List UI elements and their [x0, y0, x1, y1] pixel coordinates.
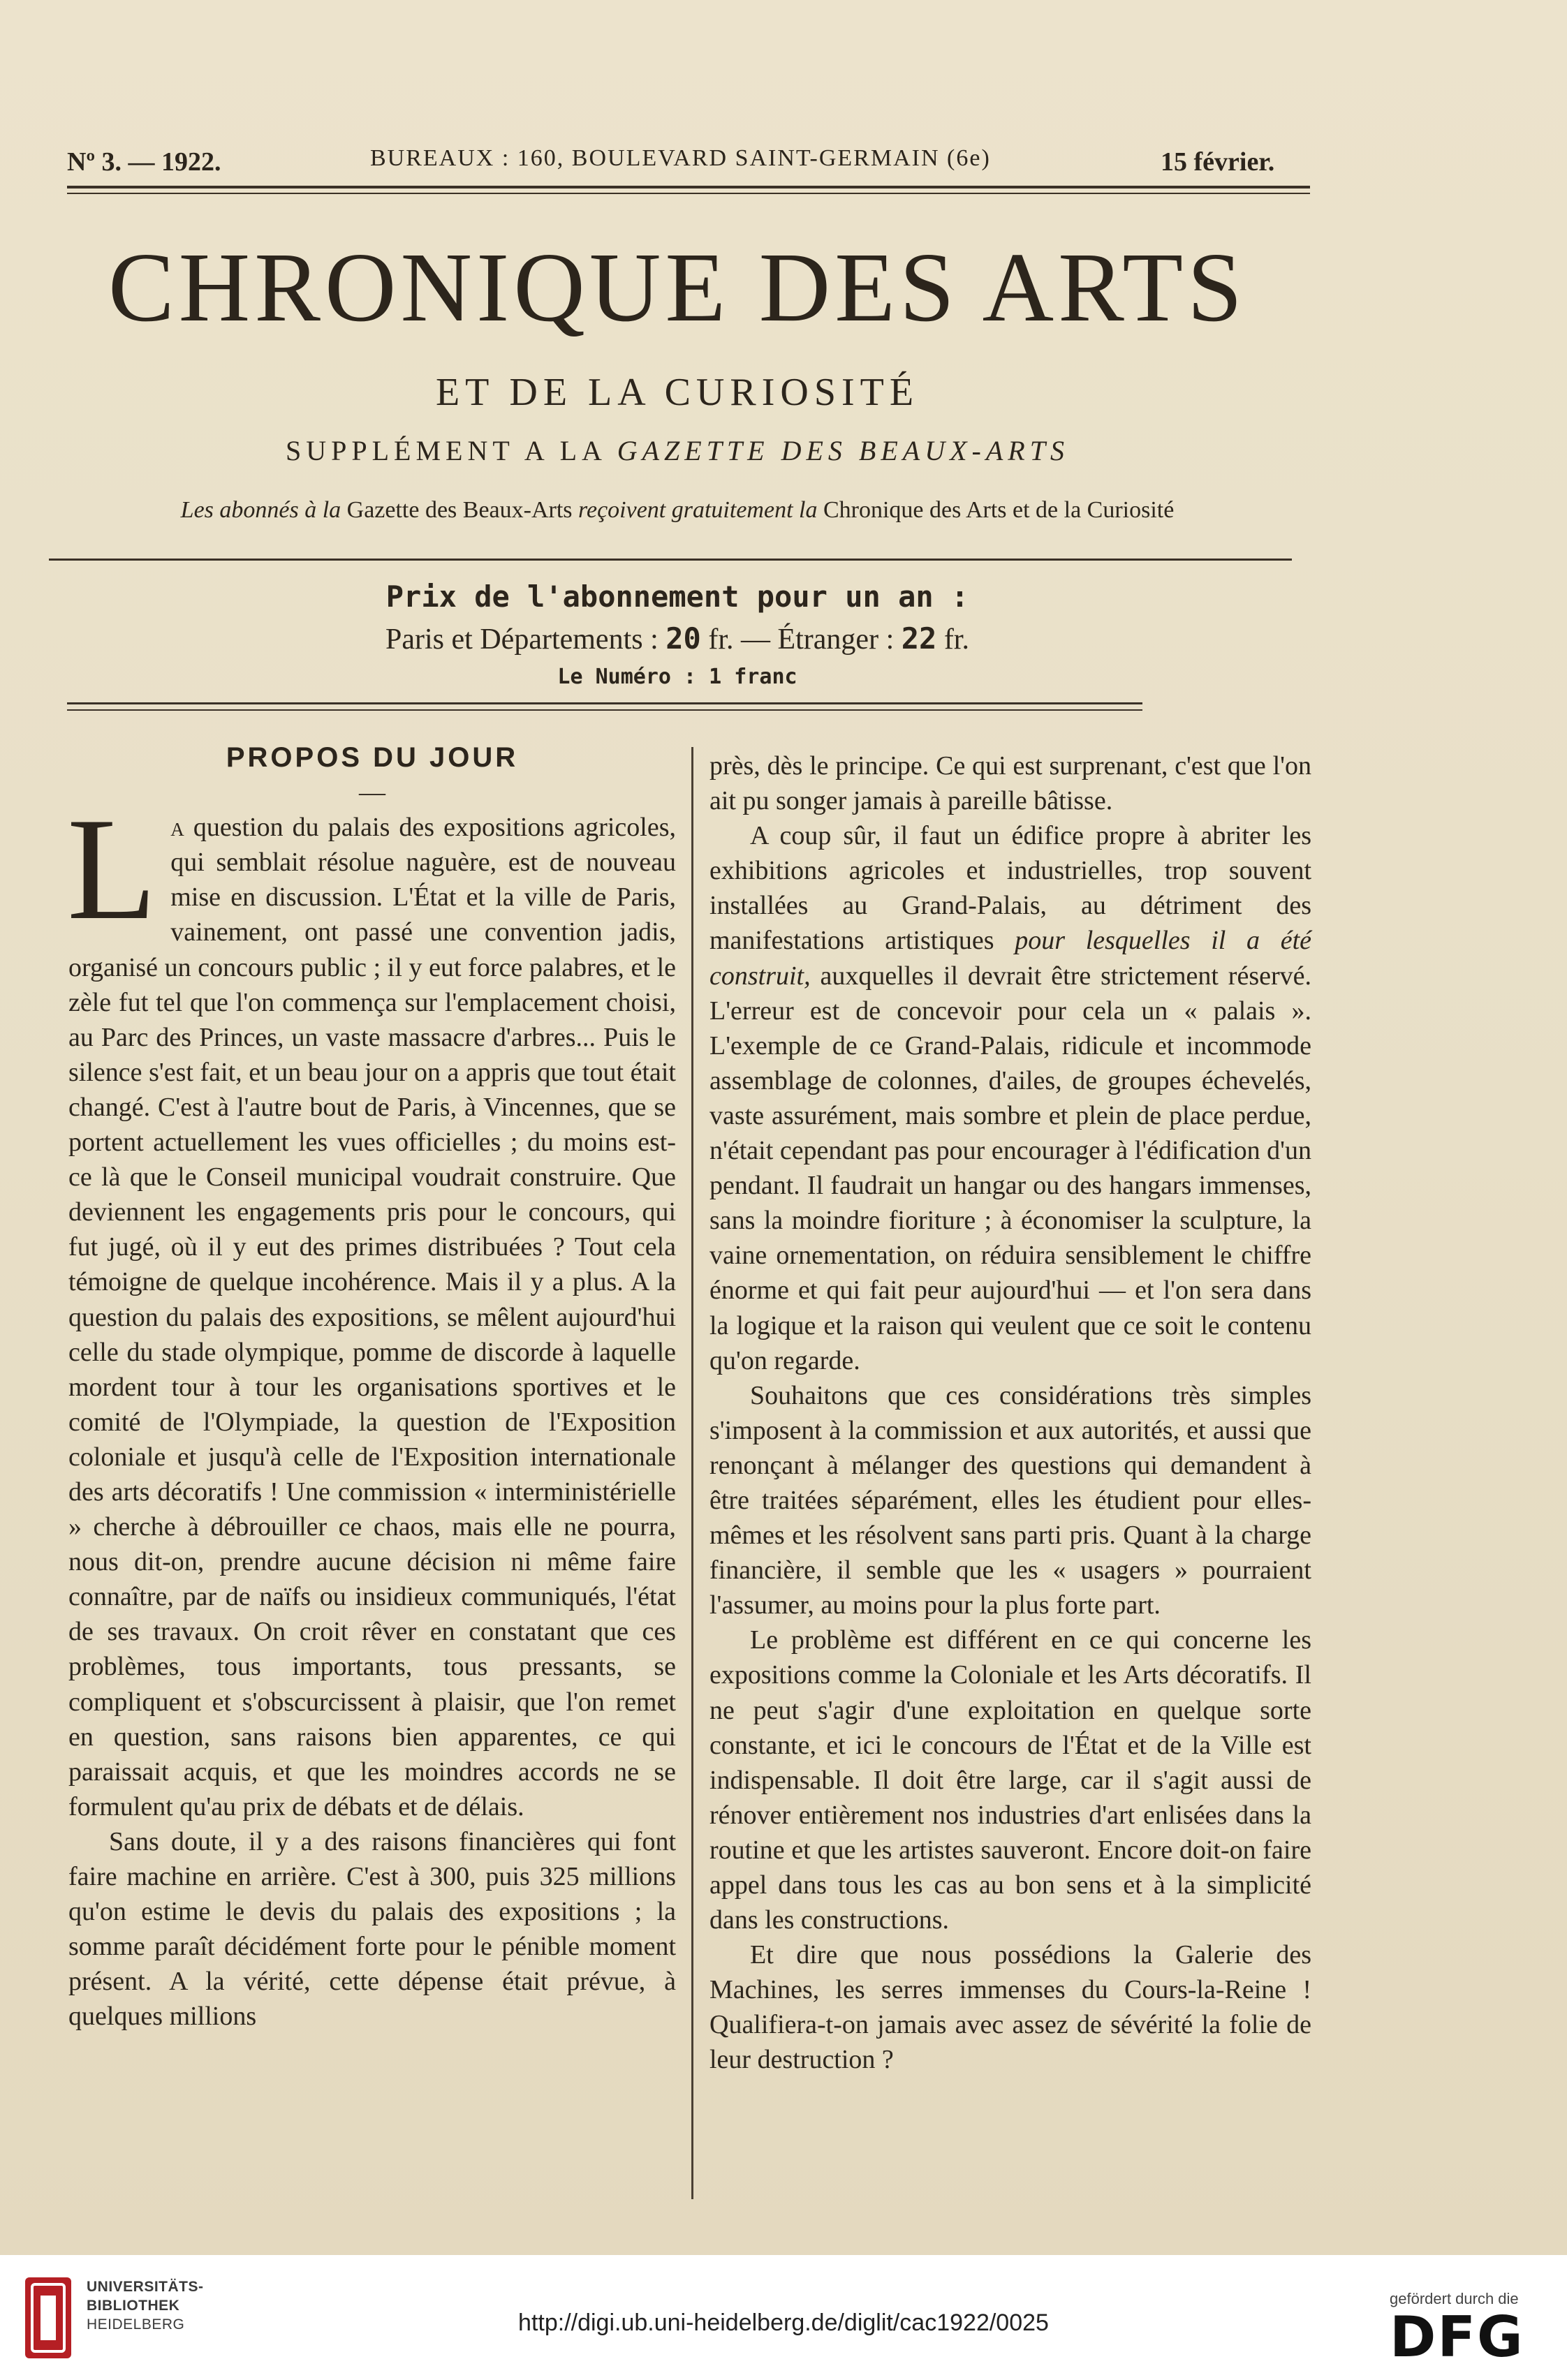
subscription-title: Prix de l'abonnement pour un an :: [385, 579, 969, 614]
issue-number: Nº 3. — 1922.: [67, 147, 221, 177]
uni-line-1: UNIVERSITÄTS-: [87, 2279, 204, 2295]
paragraph-4-italic: pour lesquelles il a été construit,: [709, 926, 1312, 991]
subscription-prices: [42, 621, 1313, 656]
header-rule-thin: [67, 193, 1310, 194]
subscribers-note-part1: Les abonnés à la: [180, 497, 341, 523]
paris-price: 20: [665, 621, 701, 656]
paragraph-4-part-a: A coup sûr, il faut un édifice propre à abriter les exhibitions agricoles et industrielles, trop souvent installées au Grand-Palais, au détriment des manifestations artistiques: [709, 821, 1311, 956]
subscribers-note-part2: Gazette des Beaux-Arts: [346, 497, 573, 523]
drop-cap: L: [67, 788, 157, 951]
right-column: [709, 748, 1311, 2078]
digitization-footer: [0, 2255, 1567, 2380]
uni-line-3: HEIDELBERG: [87, 2316, 185, 2333]
article-title: PROPOS DU JOUR: [226, 742, 519, 773]
header-rule-thick: [67, 186, 1310, 189]
left-column: [68, 740, 676, 2034]
title-dash: —: [359, 778, 385, 808]
uni-line-2: BIBLIOTHEK: [87, 2298, 180, 2314]
subscription-rule-thin: [67, 709, 1142, 711]
lede-smallcaps: a: [170, 813, 184, 843]
bureaux-address: BUREAUX : 160, BOULEVARD SAINT-GERMAIN (6e): [370, 145, 991, 171]
etranger-unit: fr.: [943, 623, 969, 656]
paragraph-4-part-b: auxquelles il devrait être strictement réservé. L'erreur est de concevoir pour cela un « palais ». L'exemple de ce Grand-Palais, ridicule et incommode assemblage de colonnes, d'ailes, de groupes échevelés, vaste assurément, mais sombre et plein de place perdue, n'était cependant pas pour encourager à l'édification d'un pendant. Il faudrait un hangar ou des hangars immenses, sans la moindre fioriture ; à économiser la sculpture, la vaine ornementation, on réduira sensiblement le chiffre énorme et qui fait peur aujourd'hui — et l'on sera dans la logique et la raison qui veulent que ce soit le contenu qu'on regarde.: [709, 961, 1312, 1375]
paragraph-7: Et dire que nous possédions la Galerie des Machines, les serres immenses du Cours-la-Reine ! Qualifiera-t-on jamais avec assez de sévérité la folie de leur destruction ?: [709, 1940, 1311, 2075]
etranger-label: Étranger :: [777, 623, 895, 656]
column-divider: [691, 747, 693, 2199]
paris-label: Paris et Départements :: [385, 623, 659, 656]
price-separator: —: [740, 623, 770, 656]
paragraph-6: Le problème est différent en ce qui concerne les expositions comme la Coloniale et les Arts décoratifs. Il ne peut s'agir d'une exploitation en quelque sorte constante, et ici le concours de l'État et de la Ville est indispensable. Il doit être large, car il s'agit aussi de rénover entièrement nos industries d'art enlisées dans la routine et que les artistes sauveront. Encore doit-on faire appel dans tous les cas au bon sens et à la simplicité dans les constructions.: [709, 1625, 1311, 1935]
masthead-title: CHRONIQUE DES ARTS: [108, 232, 1247, 342]
subscribers-note-part3: reçoivent gratuitement la: [578, 497, 818, 523]
issue-date: 15 février.: [1161, 147, 1275, 177]
paragraph-1: [67, 788, 676, 1824]
paragraph-2: Sans doute, il y a des raisons financières qui font faire machine en arrière. C'est à 300, puis 325 millions qu'on estime le devis du palais des expositions ; la somme paraît décidément forte pour le pénible moment présent. A la vérité, cette dépense était prévue, à quelques millions: [68, 1826, 676, 2032]
subscription-rule-thick: [67, 702, 1142, 704]
subscribers-note-part4: Chronique des Arts et de la Curiosité: [823, 497, 1175, 523]
subscribers-note: [42, 497, 1313, 524]
etranger-price: 22: [901, 621, 937, 656]
masthead-subtitle: ET DE LA CURIOSITÉ: [435, 371, 920, 414]
masthead-rule: [49, 559, 1292, 561]
paragraph-1-text: question du palais des expositions agricoles, qui semblait résolue naguère, est de nouveau mise en discussion. L'État et la ville de Paris, vainement, ont passé une convention jadis, organisé un concours public ; il y eut force palabres, et le zèle fut tel que l'on commença sur l'emplacement choisi, au Parc des Princes, un vaste massacre d'arbres... Puis le silence s'est fait, et un beau jour on a appris que tout était changé. C'est à l'autre bout de Paris, à Vincennes, que se portent actuellement les vues officielles ; du moins est-ce là que le Conseil municipal voudrait construire. Que deviennent les engagements pris pour le concours, qui fut jugé, où il y eut des primes distribuées ? Tout cela témoigne de quelque incohérence. Mais il y a plus. A la question du palais des expositions, se mêlent aujourd'hui celle du stade olympique, pomme de discorde à laquelle mordent tour à tour les organisations sportives et le comité de l'Olympiade, la question de l'Exposition coloniale et jusqu'à celle de l'Exposition internationale des arts décoratifs ! Une commission « interministérielle » cherche à débrouiller ce chaos, mais elle ne pourra, nous dit-on, prendre aucune décision ni même faire connaître, par de naïfs ou insidieux communiqués, l'état de ses travaux. On croit rêver en constatant que ces problèmes, tous importants, tous pressants, se compliquent et s'obscurcissent à plaisir, que l'on remet en question, sans raisons bien apparentes, ce qui paraissait acquis, et que les moindres accords ne se formulent qu'au prix de débats et de délais.: [68, 813, 676, 1821]
supplement-line: [42, 434, 1313, 467]
digital-library-url[interactable]: http://digi.ub.uni-heidelberg.de/diglit/cac1922/0025: [518, 2309, 1049, 2336]
supplement-title: GAZETTE DES BEAUX-ARTS: [617, 435, 1069, 466]
paris-unit: fr.: [708, 623, 734, 656]
paragraph-5: Souhaitons que ces considérations très simples s'imposent à la commission et aux autorités, et aussi que renonçant à mélanger des questions qui demandent à être traitées séparément, elles les étudient pour elles-mêmes et les résolvent sans parti pris. Quant à la charge financière, il semble que les « usagers » pourraient l'assumer, au moins pour la plus forte part.: [709, 1380, 1311, 1620]
single-issue-price: Le Numéro : 1 franc: [557, 665, 797, 689]
paragraph-3: près, dès le principe. Ce qui est surprenant, c'est que l'on ait pu songer jamais à pareille bâtisse.: [709, 751, 1311, 816]
funded-by-label: gefördert durch die: [1390, 2290, 1519, 2307]
paragraph-4: [709, 818, 1311, 1378]
dfg-logo: DFG: [1390, 2305, 1524, 2370]
supplement-prefix: SUPPLÉMENT A LA: [286, 435, 605, 466]
